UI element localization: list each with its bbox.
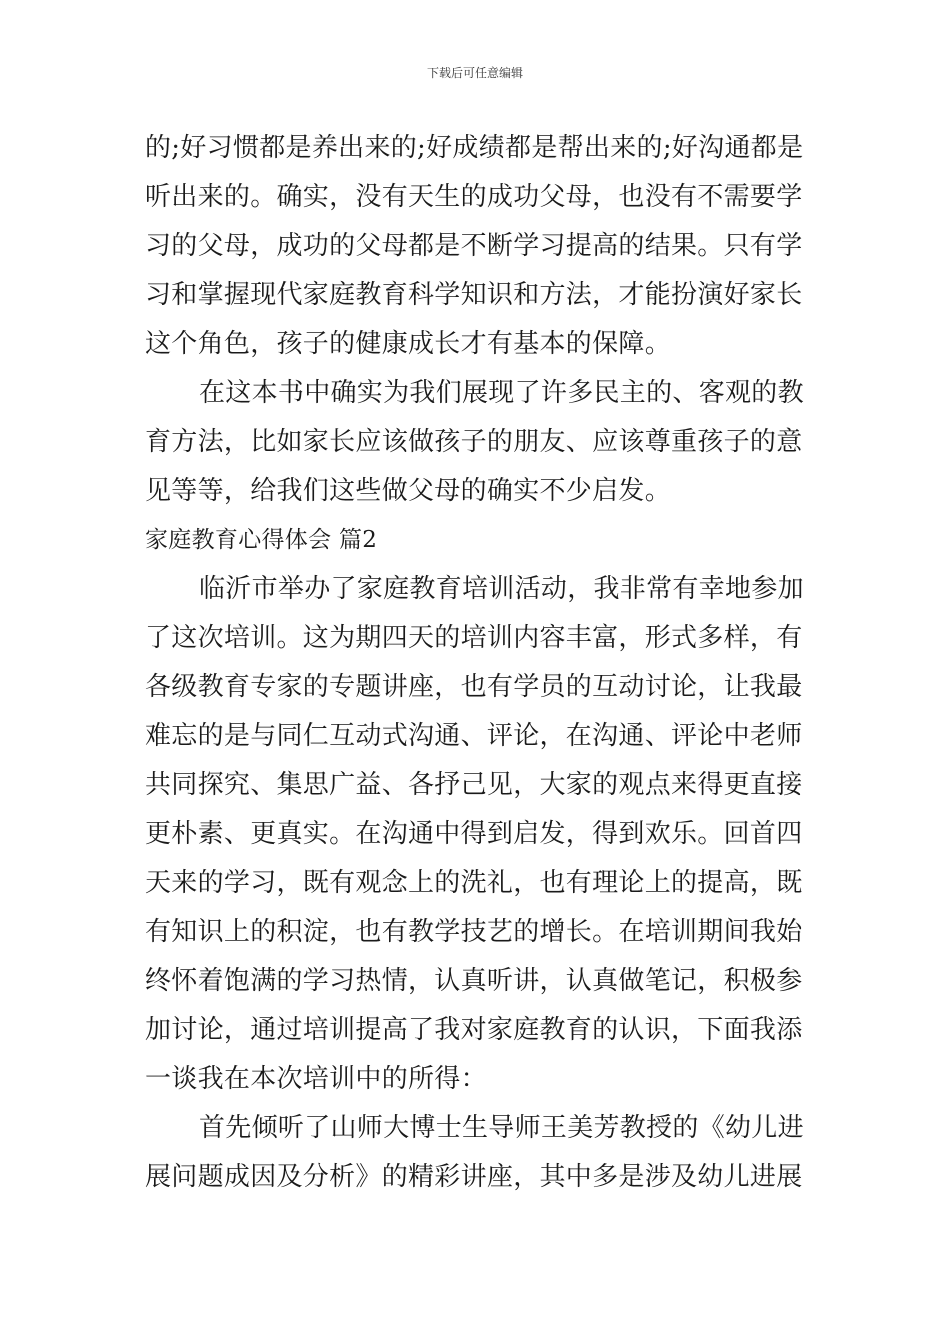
text-line: 见等等，给我们这些做父母的确实不少启发。 <box>145 476 672 506</box>
text-line: 更朴素、更真实。在沟通中得到启发，得到欢乐。回首四 <box>145 819 803 849</box>
text-line: 难忘的是与同仁互动式沟通、评论，在沟通、评论中老师 <box>145 721 803 751</box>
text-line: 共同探究、集思广益、各抒己见，大家的观点来得更直接 <box>145 770 803 800</box>
text-line: 的;好习惯都是养出来的;好成绩都是帮出来的;好沟通都是 <box>145 133 804 163</box>
text-line: 加讨论，通过培训提高了我对家庭教育的认识，下面我添 <box>145 1015 803 1045</box>
section-heading: 家庭教育心得体会 篇2 <box>145 527 378 553</box>
text-line: 有知识上的积淀，也有教学技艺的增长。在培训期间我始 <box>145 917 803 947</box>
text-line: 一谈我在本次培训中的所得： <box>145 1064 487 1094</box>
paragraph-first-line: 临沂市举办了家庭教育培训活动，我非常有幸地参加 <box>199 574 804 604</box>
text-line: 习和掌握现代家庭教育科学知识和方法，才能扮演好家长 <box>145 280 803 310</box>
paragraph-first-line: 在这本书中确实为我们展现了许多民主的、客观的教 <box>199 378 804 408</box>
page-header: 下载后可任意编辑 <box>426 66 523 80</box>
text-line: 天来的学习，既有观念上的洗礼，也有理论上的提高，既 <box>145 868 803 898</box>
document-body <box>145 124 807 1202</box>
text-line: 听出来的。确实，没有天生的成功父母，也没有不需要学 <box>145 182 803 212</box>
text-line: 了这次培训。这为期四天的培训内容丰富，形式多样，有 <box>145 623 803 653</box>
text-line: 习的父母，成功的父母都是不断学习提高的结果。只有学 <box>145 231 803 261</box>
text-line: 展问题成因及分析》的精彩讲座，其中多是涉及幼儿进展 <box>145 1162 803 1192</box>
paragraph-first-line: 首先倾听了山师大博士生导师王美芳教授的《幼儿进 <box>199 1113 804 1143</box>
text-line: 终怀着饱满的学习热情，认真听讲，认真做笔记，积极参 <box>145 966 803 996</box>
text-line: 各级教育专家的专题讲座，也有学员的互动讨论，让我最 <box>145 672 803 702</box>
text-line: 育方法，比如家长应该做孩子的朋友、应该尊重孩子的意 <box>145 427 803 457</box>
text-line: 这个角色，孩子的健康成长才有基本的保障。 <box>145 329 672 359</box>
